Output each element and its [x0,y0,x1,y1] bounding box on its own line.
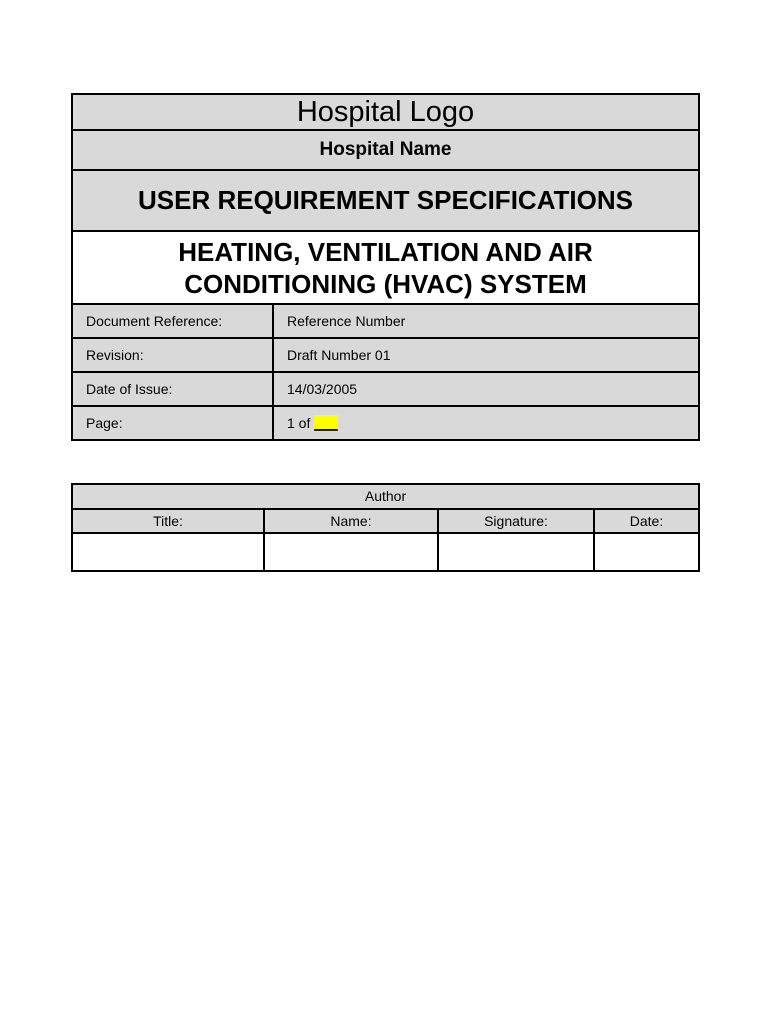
document-type-title: USER REQUIREMENT SPECIFICATIONS [72,170,699,231]
page-total-placeholder: ___ [314,415,338,431]
page-value [273,406,699,440]
date-of-issue-value: 14/03/2005 [273,372,699,406]
author-title-header: Title: [72,509,264,533]
meta-row-page [72,406,699,440]
revision-value: Draft Number 01 [273,338,699,372]
author-title-cell [72,533,264,571]
author-heading: Author [72,484,699,509]
author-signature-cell [438,533,594,571]
system-title-line-1: HEATING, VENTILATION AND AIR [178,236,593,267]
page-label: Page: [72,406,273,440]
meta-row-revision [72,338,699,372]
date-of-issue-label: Date of Issue: [72,372,273,406]
meta-row-document-reference [72,304,699,338]
system-title [72,231,699,304]
author-signature-header: Signature: [438,509,594,533]
document-header-table [71,93,700,441]
hospital-name: Hospital Name [72,130,699,170]
revision-label: Revision: [72,338,273,372]
author-date-header: Date: [594,509,699,533]
document-reference-value: Reference Number [273,304,699,338]
page-current: 1 of [287,415,311,431]
meta-row-date-of-issue [72,372,699,406]
system-title-line-2: CONDITIONING (HVAC) SYSTEM [184,268,587,299]
author-table [71,483,700,572]
author-name-cell [264,533,438,571]
hospital-logo: Hospital Logo [72,94,699,130]
author-name-header: Name: [264,509,438,533]
author-date-cell [594,533,699,571]
document-reference-label: Document Reference: [72,304,273,338]
